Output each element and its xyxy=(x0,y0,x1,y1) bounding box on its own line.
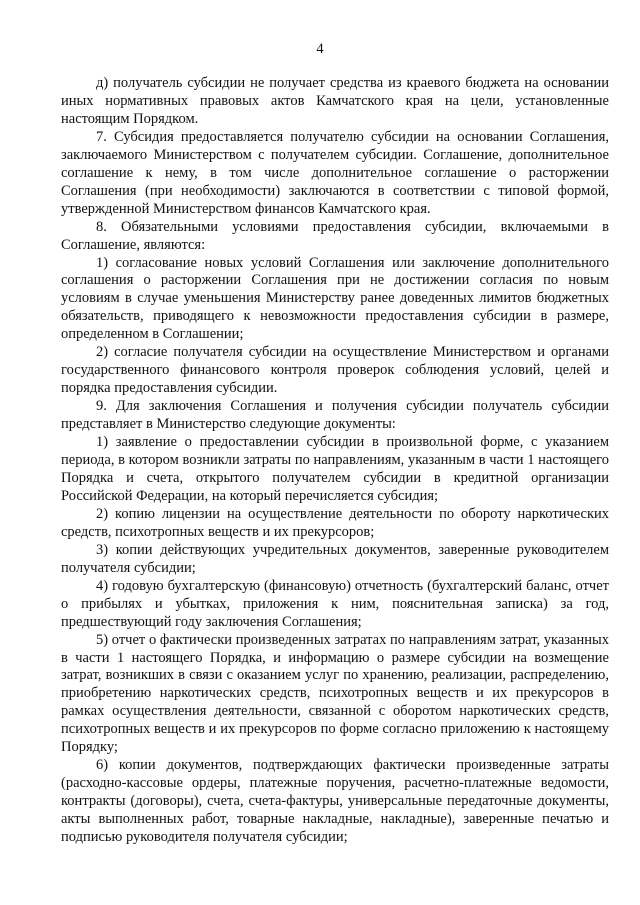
paragraph-clause-8: 8. Обязательными условиями предоставления субсидии, включаемыми в Соглашение, являются: xyxy=(61,218,609,253)
paragraph-clause-9-item-4: 4) годовую бухгалтерскую (финансовую) отчетность (бухгалтерский баланс, отчет о прибылях и убытках, приложения к ним, пояснительная записка) за год, предшествующий году заключения Соглашения; xyxy=(61,577,609,630)
paragraph-subitem-d: д) получатель субсидии не получает средства из краевого бюджета на основании иных нормативных правовых актов Камчатского края на цели, установленные настоящим Порядком. xyxy=(61,75,609,127)
paragraph-clause-9: 9. Для заключения Соглашения и получения субсидии получатель субсидии представляет в Министерство следующие документы: xyxy=(61,398,609,433)
document-body xyxy=(61,75,609,847)
paragraph-clause-8-item-2: 2) согласие получателя субсидии на осуществление Министерством и органами государственного финансового контроля проверок соблюдения условий, целей и порядка предоставления субсидии. xyxy=(61,344,609,397)
paragraph-clause-9-item-2: 2) копию лицензии на осуществление деятельности по обороту наркотических средств, психотропных веществ и их прекурсоров; xyxy=(61,505,609,540)
page-number: 4 xyxy=(316,41,324,57)
paragraph-clause-9-item-1: 1) заявление о предоставлении субсидии в произвольной форме, с указанием периода, в котором возникли затраты по направлениям, указанным в части 1 настоящего Порядка и счета, открытого получателем субсидии в кредитной организации Российской Федерации, на который перечисляется субсидия; xyxy=(61,434,609,504)
paragraph-clause-9-item-3: 3) копии действующих учредительных документов, заверенные руководителем получателя субсидии; xyxy=(61,541,609,576)
paragraph-clause-9-item-5: 5) отчет о фактически произведенных затратах по направлениям затрат, указанных в части 1 настоящего Порядка, и информацию о размере субсидии на возмещение затрат, возникших в связи с оказанием услуг по хранению, реализации, распределению, приобретению наркотических средств, психотропных веществ и их прекурсоров в рамках осуществления деятельности, связанной с оборотом наркотических средств, психотропных веществ и их прекурсоров по форме согласно приложению к настоящему Порядку; xyxy=(61,631,609,756)
paragraph-clause-7: 7. Субсидия предоставляется получателю субсидии на основании Соглашения, заключаемого Министерством с получателем субсидии. Соглашение, дополнительное соглашение к нему, в том числе дополнительное соглашение о расторжении Соглашения (при необходимости) заключаются в соответствии с типовой формой, утвержденной Министерством финансов Камчатского края. xyxy=(61,128,609,217)
paragraph-clause-8-item-1: 1) согласование новых условий Соглашения или заключение дополнительного соглашения о расторжении Соглашения при не достижении согласия по новым условиям в случае уменьшения Министерству ранее доведенных лимитов бюджетных обязательств, приводящего к невозможности предоставления субсидии в размере, определенном в Соглашении; xyxy=(61,254,609,343)
paragraph-clause-9-item-6: 6) копии документов, подтверждающих фактически произведенные затраты (расходно-кассовые ордеры, платежные поручения, расчетно-платежные ведомости, контракты (договоры), счета, счета-фактуры, универсальные передаточные документы, акты выполненных работ, товарные накладные, накладные), заверенные печатью и подписью руководителя получателя субсидии; xyxy=(61,757,609,846)
